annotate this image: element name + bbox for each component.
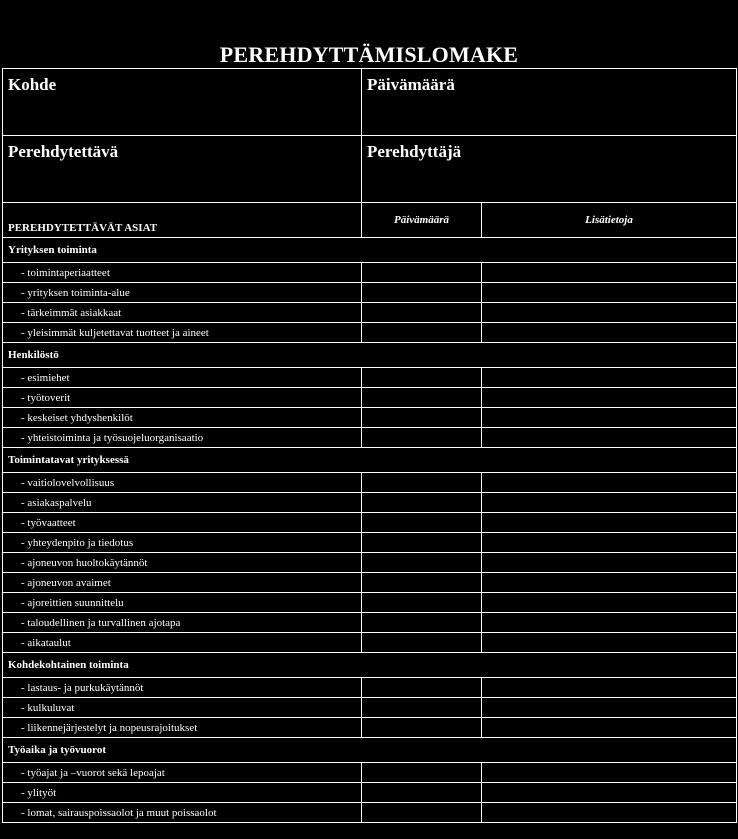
item-date-cell[interactable] [362, 783, 482, 803]
field-perehdyttaja[interactable] [362, 136, 737, 203]
item-label-cell [3, 263, 362, 283]
item-label-cell [3, 408, 362, 428]
item-label: - yrityksen toiminta-alue [21, 286, 130, 299]
item-label-cell [3, 473, 362, 493]
item-label: - ajoneuvon huoltokäytännöt [21, 556, 148, 569]
item-label: - keskeiset yhdyshenkilöt [21, 411, 133, 424]
field-kohde-label: Kohde [8, 75, 57, 94]
field-kohde[interactable] [3, 69, 362, 136]
item-notes-cell[interactable] [482, 803, 737, 823]
item-notes-cell[interactable] [482, 263, 737, 283]
item-notes-cell[interactable] [482, 283, 737, 303]
item-row [3, 573, 737, 593]
item-label: - lastaus- ja purkukäytännöt [21, 681, 144, 694]
form-title: PEREHDYTTÄMISLOMAKE [219, 42, 519, 67]
item-date-cell[interactable] [362, 263, 482, 283]
item-label: - taloudellinen ja turvallinen ajotapa [21, 616, 181, 629]
item-notes-cell[interactable] [482, 783, 737, 803]
item-label: - toimintaperiaatteet [21, 266, 110, 279]
field-paivamaara[interactable] [362, 69, 737, 136]
section-row [3, 738, 737, 763]
item-label: - esimiehet [21, 371, 70, 384]
item-label-cell [3, 698, 362, 718]
item-row [3, 763, 737, 783]
item-label-cell [3, 553, 362, 573]
item-row [3, 718, 737, 738]
item-date-cell[interactable] [362, 698, 482, 718]
section-title: Toimintatavat yrityksessä [3, 448, 737, 473]
item-label-cell [3, 763, 362, 783]
item-label-cell [3, 323, 362, 343]
item-date-cell[interactable] [362, 553, 482, 573]
item-row [3, 408, 737, 428]
item-label-cell [3, 633, 362, 653]
item-date-cell[interactable] [362, 368, 482, 388]
item-date-cell[interactable] [362, 513, 482, 533]
item-date-cell[interactable] [362, 428, 482, 448]
item-row [3, 283, 737, 303]
item-label-cell [3, 283, 362, 303]
section-title: Henkilöstö [3, 343, 737, 368]
item-label: - ajoreittien suunnittelu [21, 596, 124, 609]
section-row [3, 448, 737, 473]
item-notes-cell[interactable] [482, 553, 737, 573]
item-date-cell[interactable] [362, 388, 482, 408]
item-notes-cell[interactable] [482, 513, 737, 533]
item-date-cell[interactable] [362, 473, 482, 493]
item-label-cell [3, 803, 362, 823]
item-label-cell [3, 533, 362, 553]
item-label-cell [3, 718, 362, 738]
section-row [3, 238, 737, 263]
item-label: - vaitiolovelvollisuus [21, 476, 115, 489]
item-notes-cell[interactable] [482, 493, 737, 513]
item-label: - työtoverit [21, 391, 71, 404]
item-notes-cell[interactable] [482, 763, 737, 783]
item-label-cell [3, 513, 362, 533]
row-perehdytettava [3, 136, 737, 203]
field-perehdytettava[interactable] [3, 136, 362, 203]
item-row [3, 803, 737, 823]
field-perehdytettava-label: Perehdytettävä [8, 142, 119, 161]
section-title: Kohdekohtainen toiminta [3, 653, 737, 678]
item-label: - työajat ja –vuorot sekä lepoajat [21, 766, 165, 779]
column-header-paivamaara: Päivämäärä [362, 203, 482, 238]
item-row [3, 323, 737, 343]
item-notes-cell[interactable] [482, 428, 737, 448]
item-label: - ajoneuvon avaimet [21, 576, 111, 589]
item-date-cell[interactable] [362, 763, 482, 783]
item-label-cell [3, 428, 362, 448]
table-body [3, 69, 737, 823]
item-date-cell[interactable] [362, 283, 482, 303]
row-kohde [3, 69, 737, 136]
column-header-row [3, 203, 737, 238]
item-label-cell [3, 388, 362, 408]
item-notes-cell[interactable] [482, 388, 737, 408]
item-date-cell[interactable] [362, 633, 482, 653]
item-date-cell[interactable] [362, 678, 482, 698]
item-notes-cell[interactable] [482, 718, 737, 738]
item-date-cell[interactable] [362, 323, 482, 343]
item-label: - aikataulut [21, 636, 71, 649]
item-notes-cell[interactable] [482, 303, 737, 323]
item-notes-cell[interactable] [482, 533, 737, 553]
item-label-cell [3, 783, 362, 803]
item-label-cell [3, 368, 362, 388]
item-notes-cell[interactable] [482, 573, 737, 593]
title-area [0, 0, 738, 68]
section-row [3, 343, 737, 368]
item-label: - tärkeimmät asiakkaat [21, 306, 122, 319]
item-notes-cell[interactable] [482, 613, 737, 633]
item-row [3, 493, 737, 513]
item-date-cell[interactable] [362, 573, 482, 593]
field-perehdyttaja-label: Perehdyttäjä [367, 142, 462, 161]
item-date-cell[interactable] [362, 303, 482, 323]
item-label: - lomat, sairauspoissaolot ja muut poissaolot [21, 806, 217, 819]
item-notes-cell[interactable] [482, 408, 737, 428]
item-row [3, 513, 737, 533]
item-row [3, 533, 737, 553]
item-notes-cell[interactable] [482, 368, 737, 388]
item-date-cell[interactable] [362, 493, 482, 513]
item-date-cell[interactable] [362, 533, 482, 553]
item-row [3, 633, 737, 653]
item-row [3, 678, 737, 698]
item-row [3, 388, 737, 408]
item-row [3, 553, 737, 573]
item-row [3, 428, 737, 448]
item-row [3, 303, 737, 323]
item-row [3, 593, 737, 613]
item-label: - yleisimmät kuljetettavat tuotteet ja aineet [21, 326, 209, 339]
item-notes-cell[interactable] [482, 678, 737, 698]
item-date-cell[interactable] [362, 593, 482, 613]
item-notes-cell[interactable] [482, 473, 737, 493]
section-title: Yrityksen toiminta [3, 238, 737, 263]
item-notes-cell[interactable] [482, 633, 737, 653]
item-row [3, 368, 737, 388]
item-label-cell [3, 593, 362, 613]
item-label: - yhteistoiminta ja työsuojeluorganisaatio [21, 431, 204, 444]
item-label-cell [3, 493, 362, 513]
column-header-asiat [3, 203, 362, 238]
item-row [3, 263, 737, 283]
column-header-asiat-label: PEREHDYTETTÄVÄT ASIAT [8, 222, 158, 234]
item-label-cell [3, 613, 362, 633]
section-title: Työaika ja työvuorot [3, 738, 737, 763]
item-label-cell [3, 678, 362, 698]
item-label: - kulkuluvat [21, 701, 75, 714]
item-row [3, 473, 737, 493]
item-row [3, 783, 737, 803]
section-row [3, 653, 737, 678]
item-date-cell[interactable] [362, 718, 482, 738]
item-notes-cell[interactable] [482, 698, 737, 718]
field-paivamaara-label: Päivämäärä [367, 75, 455, 94]
item-notes-cell[interactable] [482, 593, 737, 613]
item-label: - yhteydenpito ja tiedotus [21, 536, 134, 549]
item-date-cell[interactable] [362, 613, 482, 633]
item-label: - ylityöt [21, 786, 57, 799]
item-notes-cell[interactable] [482, 323, 737, 343]
item-label: - liikennejärjestelyt ja nopeusrajoitukset [21, 721, 198, 734]
item-date-cell[interactable] [362, 408, 482, 428]
item-label-cell [3, 303, 362, 323]
item-label-cell [3, 573, 362, 593]
item-label: - työvaatteet [21, 516, 76, 529]
item-row [3, 698, 737, 718]
item-label: - asiakaspalvelu [21, 496, 92, 509]
item-row [3, 613, 737, 633]
item-date-cell[interactable] [362, 803, 482, 823]
column-header-lisatietoja: Lisätietoja [482, 203, 737, 238]
orientation-table [2, 68, 737, 823]
